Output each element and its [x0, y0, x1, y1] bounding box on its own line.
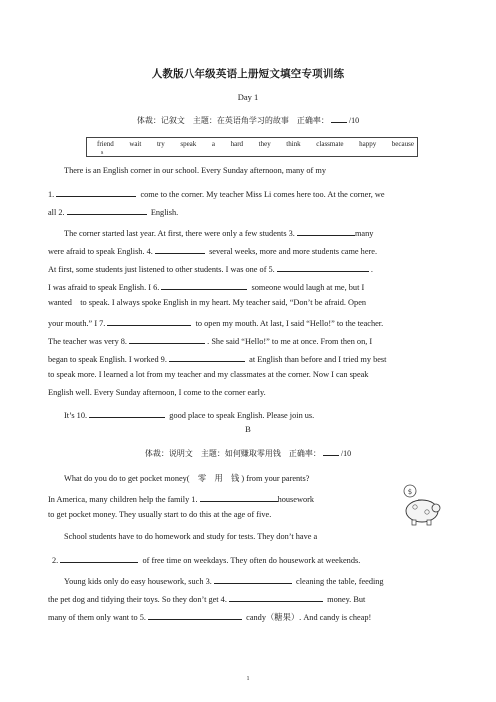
text-line: It’s 10. good place to speak English. Please join us.	[64, 408, 450, 421]
answer-blank-b2[interactable]	[60, 553, 138, 563]
answer-blank-7[interactable]	[107, 316, 191, 326]
word-bank-item: a	[211, 140, 215, 148]
answer-blank-5[interactable]	[277, 262, 369, 272]
word-bank-item: friend	[97, 140, 114, 148]
text-line: The teacher was very 8. . She said “Hello!” to me at once. From then on, I	[48, 334, 450, 347]
section-a-day-label: Day 1	[237, 92, 259, 102]
word-bank-item: happy	[359, 140, 377, 148]
answer-blank-b5[interactable]	[148, 610, 242, 620]
accuracy-blank[interactable]	[331, 114, 347, 123]
answer-blank-3[interactable]	[297, 226, 355, 236]
word-bank-item: wait	[129, 140, 142, 148]
text-line: 1. come to the corner. My teacher Miss Li comes here too. At the corner, we	[48, 187, 450, 200]
text-line: many of them only want to 5. candy（糖果）. And candy is cheap!	[48, 610, 450, 623]
word-bank-item: think	[286, 140, 301, 148]
text-line: Young kids only do easy housework, such 3. cleaning the table, feeding	[64, 574, 450, 587]
svg-text:$: $	[407, 488, 413, 496]
text-line: your mouth.” I 7. to open my mouth. At last, I said “Hello!” to the teacher.	[48, 316, 450, 329]
word-bank-box	[86, 137, 418, 157]
answer-blank-b3[interactable]	[214, 574, 292, 584]
section-a-meta-suffix: /10	[348, 116, 360, 125]
word-bank-item: speak	[180, 140, 197, 148]
section-b-meta	[0, 447, 496, 459]
text-line: to speak more. I learned a lot from my teacher and my classmates at the corner. Now I can speak	[48, 370, 369, 379]
answer-blank-9[interactable]	[169, 352, 245, 362]
word-bank-wrap-fragment: s	[101, 150, 104, 156]
page-title: 人教版八年级英语上册短文填空专项训练	[151, 69, 345, 80]
text-line: I was afraid to speak English. I 6. someone would laugh at me, but I	[48, 280, 450, 293]
text-line: were afraid to speak English. 4. several weeks, more and more students came here.	[48, 244, 450, 257]
word-bank-item: hard	[230, 140, 244, 148]
piggy-bank-icon	[398, 483, 446, 529]
text-line: What do you do to get pocket money( 零 用 钱 ) from your parents?	[64, 474, 310, 483]
section-a-meta-prefix: 体裁：记叙文 主题：在英语角学习的故事 正确率：	[136, 116, 329, 125]
answer-blank-1[interactable]	[56, 187, 136, 197]
word-bank-item: because	[391, 140, 414, 148]
page-number: 1	[246, 676, 250, 682]
answer-blank-6[interactable]	[161, 280, 247, 290]
accuracy-blank[interactable]	[323, 447, 339, 456]
section-b-label: B	[245, 424, 251, 434]
word-bank-item: try	[156, 140, 165, 148]
text-line: all 2. English.	[48, 205, 450, 218]
section-a-meta	[0, 114, 496, 126]
text-line: School students have to do homework and study for tests. They don’t have a	[64, 532, 318, 541]
answer-blank-b4[interactable]	[229, 592, 323, 602]
text-line: There is an English corner in our school. Every Sunday afternoon, many of my	[64, 166, 326, 175]
answer-blank-b1[interactable]	[200, 492, 278, 502]
answer-blank-8[interactable]	[129, 334, 205, 344]
answer-blank-4[interactable]	[155, 244, 205, 254]
answer-blank-2[interactable]	[67, 205, 147, 215]
text-line: The corner started last year. At first, there were only a few students 3. many	[64, 226, 450, 239]
text-line: At first, some students just listened to other students. I was one of 5. .	[48, 262, 450, 275]
text-line: began to speak English. I worked 9. at English than before and I tried my best	[48, 352, 450, 365]
text-line: the pet dog and tidying their toys. So they don’t get 4. money. But	[48, 592, 450, 605]
text-line: 2. of free time on weekdays. They often do housework at weekends.	[52, 553, 454, 566]
word-bank-item: they	[258, 140, 271, 148]
text-line: English well. Every Sunday afternoon, I come to the corner early.	[48, 388, 266, 397]
section-b-meta-suffix: /10	[340, 449, 352, 458]
text-line: wanted to speak. I always spoke English in my heart. My teacher said, “Don’t be afraid. Open	[48, 298, 367, 307]
answer-blank-10[interactable]	[89, 408, 165, 418]
section-b-meta-prefix: 体裁：说明文 主题：如何赚取零用钱 正确率：	[144, 449, 321, 458]
text-line: to get pocket money. They usually start to do this at the age of five.	[48, 510, 272, 519]
text-line: In America, many children help the family 1. housework	[48, 492, 388, 505]
word-bank-item: classmate	[316, 140, 344, 148]
